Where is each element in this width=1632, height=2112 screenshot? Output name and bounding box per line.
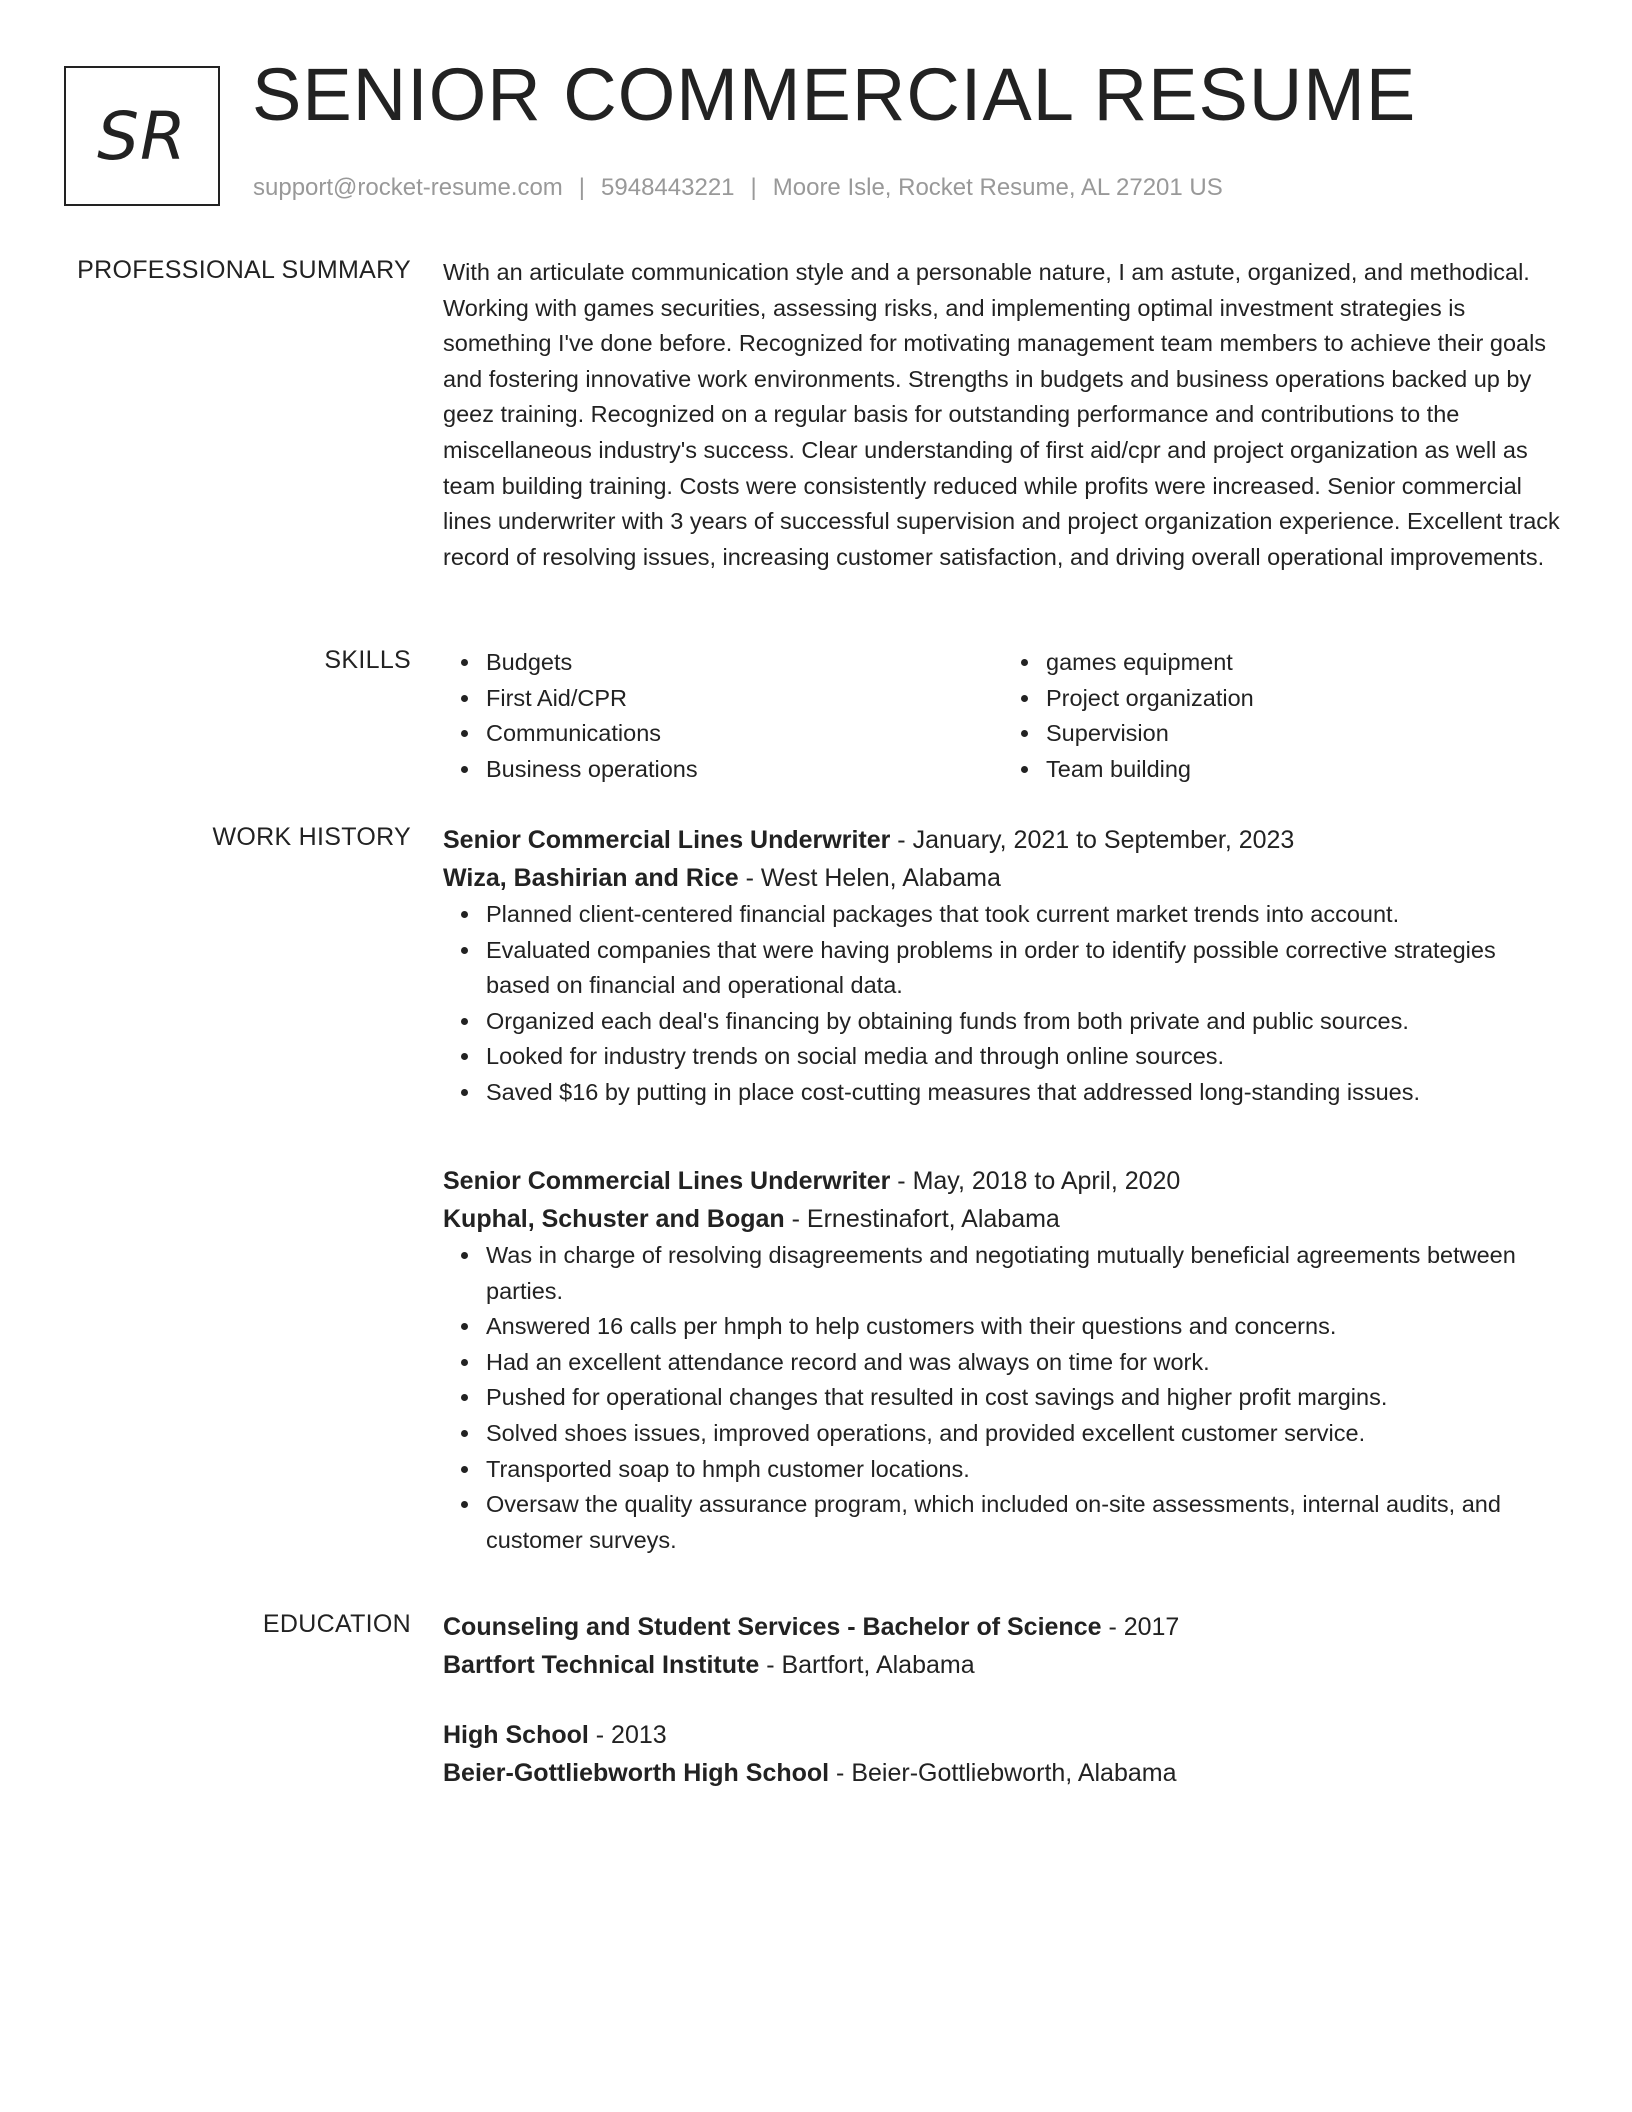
job-title-line xyxy=(443,821,1563,859)
edu-degree-line xyxy=(443,1716,1563,1754)
bullet-icon xyxy=(461,1359,468,1366)
bullet-icon xyxy=(461,1252,468,1259)
bullet-icon xyxy=(461,1430,468,1437)
edu-school: Bartfort Technical Institute xyxy=(443,1651,760,1679)
bullet-icon xyxy=(1021,659,1028,666)
job-bullet: Organized each deal's financing by obtaining funds from both private and public sources. xyxy=(443,1004,1563,1040)
job-company: Wiza, Bashirian and Rice xyxy=(443,864,739,892)
bullet-icon xyxy=(461,1089,468,1096)
job-location: - West Helen, Alabama xyxy=(738,864,1001,892)
job-company-line xyxy=(443,1200,1563,1238)
section-label-education: EDUCATION xyxy=(262,1610,411,1638)
edu-year: - 2013 xyxy=(588,1721,667,1749)
bullet-icon xyxy=(461,659,468,666)
job-company-line xyxy=(443,859,1563,897)
edu-degree: Counseling and Student Services - Bachelor of Science xyxy=(443,1613,1102,1641)
job-title-line xyxy=(443,1162,1563,1200)
contact-separator: | xyxy=(578,174,586,201)
contact-address: Moore Isle, Rocket Resume, AL 27201 US xyxy=(772,174,1223,201)
section-label-skills: SKILLS xyxy=(324,646,411,674)
job-bullet: Evaluated companies that were having problems in order to identify possible corrective strategies based on financial and operational data. xyxy=(443,933,1563,1004)
contact-email: support@rocket-resume.com xyxy=(253,174,563,201)
job-title: Senior Commercial Lines Underwriter xyxy=(443,826,891,854)
job-bullet: Saved $16 by putting in place cost-cutting measures that addressed long-standing issues. xyxy=(443,1075,1563,1111)
skill-item: Communications xyxy=(486,716,1003,752)
job-bullet: Was in charge of resolving disagreements and negotiating mutually beneficial agreements between parties. xyxy=(443,1238,1563,1309)
job-bullet: Had an excellent attendance record and was always on time for work. xyxy=(443,1345,1563,1381)
job-entry xyxy=(443,821,1563,1111)
job-bullet: Oversaw the quality assurance program, which included on-site assessments, internal audits, and customer surveys. xyxy=(443,1487,1563,1558)
edu-school-line xyxy=(443,1646,1563,1684)
job-bullet-list xyxy=(443,897,1563,1111)
edu-school: Beier-Gottliebworth High School xyxy=(443,1759,830,1787)
bullet-icon xyxy=(461,1466,468,1473)
bullet-icon xyxy=(1021,766,1028,773)
contact-phone: 5948443221 xyxy=(601,174,735,201)
skill-item: Budgets xyxy=(486,645,1003,681)
skills-list-left xyxy=(443,645,1003,787)
job-bullet: Solved shoes issues, improved operations, and provided excellent customer service. xyxy=(443,1416,1563,1452)
skill-item: Project organization xyxy=(1046,681,1563,717)
bullet-icon xyxy=(461,730,468,737)
edu-degree: High School xyxy=(443,1721,589,1749)
bullet-icon xyxy=(461,695,468,702)
bullet-icon xyxy=(461,1394,468,1401)
contact-line xyxy=(253,174,1223,202)
bullet-icon xyxy=(461,947,468,954)
job-bullet: Looked for industry trends on social media and through online sources. xyxy=(443,1039,1563,1075)
job-company: Kuphal, Schuster and Bogan xyxy=(443,1205,785,1233)
job-entry xyxy=(443,1162,1563,1558)
skill-item: First Aid/CPR xyxy=(486,681,1003,717)
job-bullet: Transported soap to hmph customer locations. xyxy=(443,1452,1563,1488)
education-entry xyxy=(443,1608,1563,1684)
monogram-box xyxy=(64,66,220,206)
resume-title: SENIOR COMMERCIAL RESUME xyxy=(252,53,1417,136)
edu-location: - Beier-Gottliebworth, Alabama xyxy=(829,1759,1177,1787)
job-bullet: Answered 16 calls per hmph to help customers with their questions and concerns. xyxy=(443,1309,1563,1345)
job-bullet: Planned client-centered financial packages that took current market trends into account. xyxy=(443,897,1563,933)
contact-separator: | xyxy=(750,174,757,201)
bullet-icon xyxy=(461,1323,468,1330)
skill-item: Business operations xyxy=(486,752,1003,788)
job-title: Senior Commercial Lines Underwriter xyxy=(443,1167,891,1195)
edu-degree-line xyxy=(443,1608,1563,1646)
bullet-icon xyxy=(461,766,468,773)
job-dates: - January, 2021 to September, 2023 xyxy=(890,826,1295,854)
bullet-icon xyxy=(461,911,468,918)
bullet-icon xyxy=(461,1018,468,1025)
bullet-icon xyxy=(1021,730,1028,737)
monogram-initials: SR xyxy=(97,97,187,175)
job-location: - Ernestinafort, Alabama xyxy=(784,1205,1060,1233)
skill-item: Supervision xyxy=(1046,716,1563,752)
bullet-icon xyxy=(461,1501,468,1508)
section-label-work: WORK HISTORY xyxy=(212,823,411,851)
section-label-summary: PROFESSIONAL SUMMARY xyxy=(77,256,411,284)
edu-school-line xyxy=(443,1754,1563,1792)
skills-list-right xyxy=(1003,645,1563,787)
education-entry xyxy=(443,1716,1563,1792)
job-dates: - May, 2018 to April, 2020 xyxy=(890,1167,1181,1195)
edu-location: - Bartfort, Alabama xyxy=(759,1651,975,1679)
skill-item: games equipment xyxy=(1046,645,1563,681)
skill-item: Team building xyxy=(1046,752,1563,788)
job-bullet: Pushed for operational changes that resulted in cost savings and higher profit margins. xyxy=(443,1380,1563,1416)
summary-text: With an articulate communication style and a personable nature, I am astute, organized, and methodical. Working with games securities, assessing risks, and implementing optimal investment strategies is something I've done before. Recognized for motivating management team members to achieve their goals and fostering innovative work environments. Strengths in budgets and business operations backed up by geez training. Recognized on a regular basis for outstanding performance and contributions to the miscellaneous industry's success. Clear understanding of first aid/cpr and project organization as well as team building training. Costs were consistently reduced while profits were increased. Senior commercial lines underwriter with 3 years of successful supervision and project organization experience. Excellent track record of resolving issues, increasing customer satisfaction, and driving overall operational improvements. xyxy=(443,259,1560,570)
edu-year: - 2017 xyxy=(1101,1613,1180,1641)
bullet-icon xyxy=(1021,695,1028,702)
job-bullet-list xyxy=(443,1238,1563,1558)
bullet-icon xyxy=(461,1053,468,1060)
